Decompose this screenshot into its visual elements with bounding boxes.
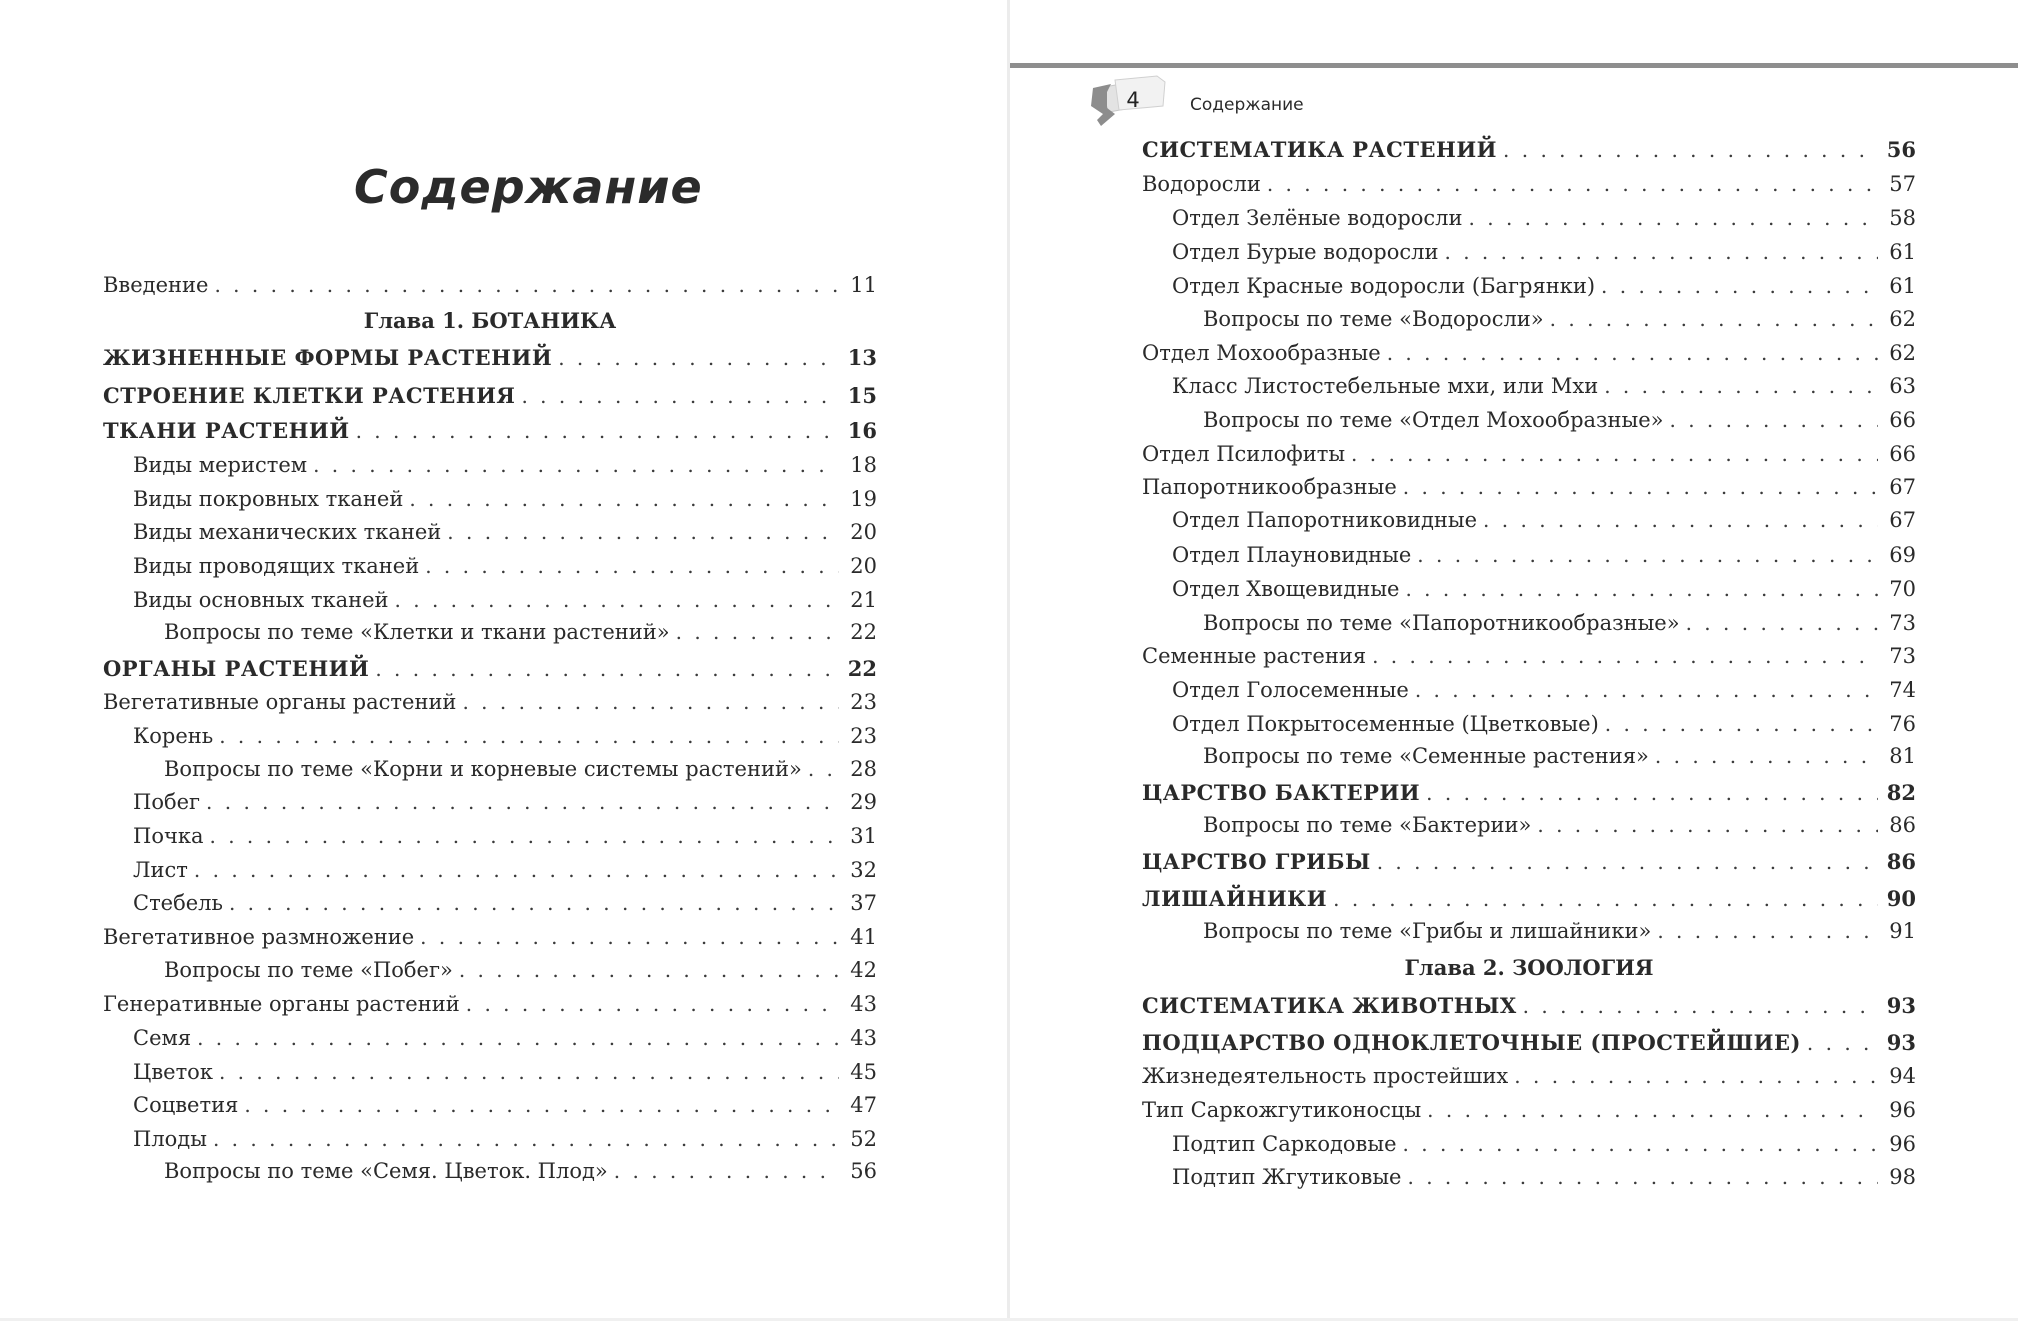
toc-page-number: 28 xyxy=(850,757,877,781)
chapter-heading: Глава 2. ЗООЛОГИЯ xyxy=(1404,955,1654,980)
toc-entry-title: ЛИШАЙНИКИ xyxy=(1142,886,1328,911)
toc-leader-dots xyxy=(244,1090,839,1120)
toc-entry-title: Виды меристем xyxy=(133,453,308,477)
toc-leader-dots xyxy=(1407,1162,1878,1192)
toc-leader-dots xyxy=(1415,675,1878,705)
toc-page-number: 94 xyxy=(1889,1064,1916,1088)
toc-page-number: 82 xyxy=(1886,780,1916,805)
toc-entry-title: Отдел Мохообразные xyxy=(1142,341,1381,365)
toc-page-number: 57 xyxy=(1889,172,1916,196)
running-head: Содержание xyxy=(1190,95,1304,115)
toc-entry xyxy=(103,654,877,684)
toc-leader-dots xyxy=(1807,1028,1878,1058)
toc-leader-dots xyxy=(808,754,839,784)
toc-entry xyxy=(1142,169,1916,199)
toc-entry-title: Побег xyxy=(133,790,201,814)
toc-entry-title: Отдел Красные водоросли (Багрянки) xyxy=(1172,274,1596,298)
toc-entry xyxy=(103,1023,877,1053)
toc-page-number: 20 xyxy=(850,554,877,578)
toc-entry-title: Вопросы по теме «Водоросли» xyxy=(1203,307,1544,331)
toc-entry xyxy=(103,754,877,784)
toc-entry xyxy=(1142,237,1916,267)
toc-page-number: 45 xyxy=(850,1060,877,1084)
toc-page-number: 67 xyxy=(1889,508,1916,532)
toc-leader-dots xyxy=(219,721,839,751)
toc-leader-dots xyxy=(425,551,839,581)
toc-entry-title: ПОДЦАРСТВО ОДНОКЛЕТОЧНЫЕ (ПРОСТЕЙШИЕ) xyxy=(1142,1030,1801,1055)
toc-entry-title: ТКАНИ РАСТЕНИЙ xyxy=(103,418,350,443)
toc-entry xyxy=(1142,1129,1916,1159)
toc-entry-title: Жизнедеятельность простейших xyxy=(1142,1064,1509,1088)
toc-entry xyxy=(103,922,877,952)
toc-entry xyxy=(103,343,877,373)
toc-leader-dots xyxy=(420,922,839,952)
toc-entry xyxy=(103,787,877,817)
toc-leader-dots xyxy=(614,1156,839,1186)
toc-leader-dots xyxy=(1444,237,1878,267)
toc-entry xyxy=(1142,778,1916,808)
toc-leader-dots xyxy=(1387,338,1878,368)
toc-entry-title: Лист xyxy=(133,858,188,882)
toc-entry xyxy=(1142,203,1916,233)
toc-leader-dots xyxy=(213,1124,839,1154)
toc-page-number: 47 xyxy=(850,1093,877,1117)
toc-entry xyxy=(103,416,877,446)
toc-entry xyxy=(103,585,877,615)
toc-leader-dots xyxy=(1351,439,1878,469)
toc-leader-dots xyxy=(1523,991,1878,1021)
header-rule xyxy=(1010,63,2018,68)
toc-leader-dots xyxy=(229,888,839,918)
toc-leader-dots xyxy=(1405,574,1878,604)
toc-leader-dots xyxy=(466,989,839,1019)
toc-page-number: 56 xyxy=(1886,137,1916,162)
toc-page-number: 66 xyxy=(1889,408,1916,432)
toc-entry xyxy=(1142,304,1916,334)
toc-entry-title: Семенные растения xyxy=(1142,644,1367,668)
toc-leader-dots xyxy=(1686,608,1878,638)
toc-entry-title: Виды механических тканей xyxy=(133,520,442,544)
toc-page-number: 16 xyxy=(847,418,877,443)
toc-page-number: 19 xyxy=(850,487,877,511)
toc-entry-title: ЖИЗНЕННЫЕ ФОРМЫ РАСТЕНИЙ xyxy=(103,345,553,370)
toc-entry-title: Семя xyxy=(133,1026,192,1050)
toc-page-number: 73 xyxy=(1889,644,1916,668)
toc-entry xyxy=(103,1057,877,1087)
toc-entry-title: Класс Листостебельные мхи, или Мхи xyxy=(1172,374,1599,398)
toc-entry-title: СИСТЕМАТИКА РАСТЕНИЙ xyxy=(1142,137,1498,162)
toc-entry-title: Вопросы по теме «Клетки и ткани растений» xyxy=(164,620,670,644)
toc-leader-dots xyxy=(1333,884,1878,914)
toc-entry-title: Подтип Саркодовые xyxy=(1172,1132,1397,1156)
toc-entry xyxy=(1142,135,1916,165)
toc-entry-title: Вопросы по теме «Папоротникообразные» xyxy=(1203,611,1680,635)
toc-page-number: 22 xyxy=(850,620,877,644)
toc-entry-title: Генеративные органы растений xyxy=(103,992,460,1016)
toc-page-number: 98 xyxy=(1889,1165,1916,1189)
toc-leader-dots xyxy=(1403,1129,1878,1159)
toc-leader-dots xyxy=(1267,169,1878,199)
toc-entry-title: Вопросы по теме «Семя. Цветок. Плод» xyxy=(164,1159,608,1183)
toc-entry-title: Плоды xyxy=(133,1127,207,1151)
toc-page-number: 67 xyxy=(1889,475,1916,499)
toc-entry xyxy=(1142,675,1916,705)
toc-page-number: 91 xyxy=(1889,919,1916,943)
toc-leader-dots xyxy=(1427,1095,1878,1125)
toc-entry-title: Вопросы по теме «Побег» xyxy=(164,958,453,982)
toc-entry xyxy=(1142,847,1916,877)
toc-page-number: 90 xyxy=(1886,886,1916,911)
toc-entry xyxy=(103,517,877,547)
toc-leader-dots xyxy=(1550,304,1878,334)
toc-page-number: 73 xyxy=(1889,611,1916,635)
toc-entry xyxy=(103,855,877,885)
toc-leader-dots xyxy=(409,484,839,514)
toc-entry-title: Отдел Папоротниковидные xyxy=(1172,508,1478,532)
toc-entry xyxy=(1142,991,1916,1021)
toc-entry-title: Отдел Хвощевидные xyxy=(1172,577,1400,601)
toc-entry xyxy=(103,1156,877,1186)
toc-page-number: 41 xyxy=(850,925,877,949)
toc-entry-title: Папоротникообразные xyxy=(1142,475,1397,499)
toc-entry-title: Водоросли xyxy=(1142,172,1261,196)
toc-entry-title: Отдел Голосеменные xyxy=(1172,678,1409,702)
toc-entry xyxy=(103,1090,877,1120)
toc-page-number: 21 xyxy=(850,588,877,612)
toc-page-number: 20 xyxy=(850,520,877,544)
toc-page-number: 61 xyxy=(1889,274,1916,298)
toc-entry-title: Почка xyxy=(133,824,204,848)
toc-leader-dots xyxy=(219,1057,839,1087)
toc-page-number: 13 xyxy=(847,345,877,370)
toc-entry-title: Отдел Псилофиты xyxy=(1142,442,1346,466)
toc-entry-title: Вопросы по теме «Отдел Мохообразные» xyxy=(1203,408,1664,432)
toc-page-number: 63 xyxy=(1889,374,1916,398)
toc-entry-title: ЦАРСТВО БАКТЕРИИ xyxy=(1142,780,1421,805)
toc-page-number: 58 xyxy=(1889,206,1916,230)
toc-leader-dots xyxy=(676,617,839,647)
toc-leader-dots xyxy=(1605,709,1878,739)
toc-entry xyxy=(1142,741,1916,771)
toc-entry-title: СИСТЕМАТИКА ЖИВОТНЫХ xyxy=(1142,993,1517,1018)
toc-page-number: 22 xyxy=(847,656,877,681)
toc-entry-title: Подтип Жгутиковые xyxy=(1172,1165,1402,1189)
toc-entry xyxy=(1142,338,1916,368)
toc-entry-title: СТРОЕНИЕ КЛЕТКИ РАСТЕНИЯ xyxy=(103,383,516,408)
toc-entry xyxy=(103,989,877,1019)
toc-entry xyxy=(1142,371,1916,401)
toc-entry xyxy=(1142,916,1916,946)
toc-leader-dots xyxy=(1604,371,1878,401)
toc-entry xyxy=(1142,1061,1916,1091)
toc-leader-dots xyxy=(1403,472,1878,502)
toc-leader-dots xyxy=(1537,810,1878,840)
toc-entry xyxy=(1142,709,1916,739)
toc-entry xyxy=(1142,1095,1916,1125)
toc-leader-dots xyxy=(375,654,839,684)
toc-entry-title: Стебель xyxy=(133,891,223,915)
toc-entry xyxy=(103,1124,877,1154)
toc-page-number: 93 xyxy=(1886,1030,1916,1055)
page-number: 4 xyxy=(1126,88,1140,112)
toc-page-number: 43 xyxy=(850,1026,877,1050)
toc-entry xyxy=(1142,884,1916,914)
toc-page-number: 56 xyxy=(850,1159,877,1183)
toc-entry-title: Отдел Бурые водоросли xyxy=(1172,240,1439,264)
toc-page-number: 11 xyxy=(850,273,877,297)
toc-entry-title: Вегетативные органы растений xyxy=(103,690,457,714)
page-title: Содержание xyxy=(354,160,703,214)
toc-leader-dots xyxy=(197,1023,839,1053)
toc-leader-dots xyxy=(1503,135,1878,165)
toc-page-number: 69 xyxy=(1889,543,1916,567)
toc-entry xyxy=(1142,405,1916,435)
toc-entry-title: ОРГАНЫ РАСТЕНИЙ xyxy=(103,656,370,681)
toc-page-number: 66 xyxy=(1889,442,1916,466)
toc-entry xyxy=(1142,608,1916,638)
toc-entry xyxy=(103,721,877,751)
toc-leader-dots xyxy=(214,270,839,300)
toc-leader-dots xyxy=(447,517,839,547)
toc-page-number: 76 xyxy=(1889,712,1916,736)
toc-entry xyxy=(1142,574,1916,604)
toc-page-number: 23 xyxy=(850,690,877,714)
toc-page-number: 62 xyxy=(1889,341,1916,365)
toc-leader-dots xyxy=(1469,203,1878,233)
toc-page-number: 93 xyxy=(1886,993,1916,1018)
toc-entry-title: Введение xyxy=(103,273,209,297)
toc-page-number: 86 xyxy=(1889,813,1916,837)
toc-entry xyxy=(1142,472,1916,502)
toc-leader-dots xyxy=(1483,505,1878,535)
toc-page-number: 29 xyxy=(850,790,877,814)
toc-leader-dots xyxy=(1657,916,1878,946)
toc-page-number: 61 xyxy=(1889,240,1916,264)
toc-leader-dots xyxy=(194,855,839,885)
toc-entry xyxy=(103,484,877,514)
toc-page-number: 96 xyxy=(1889,1132,1916,1156)
toc-leader-dots xyxy=(1377,847,1878,877)
toc-entry xyxy=(1142,505,1916,535)
toc-leader-dots xyxy=(210,821,840,851)
toc-leader-dots xyxy=(206,787,839,817)
toc-page-number: 70 xyxy=(1889,577,1916,601)
toc-page-number: 15 xyxy=(847,383,877,408)
toc-leader-dots xyxy=(459,955,839,985)
toc-entry xyxy=(103,381,877,411)
toc-leader-dots xyxy=(1372,641,1878,671)
toc-entry xyxy=(103,270,877,300)
toc-entry-title: Цветок xyxy=(133,1060,213,1084)
toc-entry xyxy=(1142,810,1916,840)
toc-leader-dots xyxy=(1601,271,1878,301)
toc-page-number: 52 xyxy=(850,1127,877,1151)
chapter-heading: Глава 1. БОТАНИКА xyxy=(363,308,617,333)
toc-entry-title: Виды основных тканей xyxy=(133,588,389,612)
toc-leader-dots xyxy=(1655,741,1878,771)
toc-entry-title: Виды покровных тканей xyxy=(133,487,404,511)
toc-leader-dots xyxy=(356,416,839,446)
toc-leader-dots xyxy=(1417,540,1878,570)
toc-entry-title: Вопросы по теме «Бактерии» xyxy=(1203,813,1532,837)
toc-leader-dots xyxy=(1669,405,1878,435)
toc-page-number: 23 xyxy=(850,724,877,748)
toc-entry-title: Виды проводящих тканей xyxy=(133,554,420,578)
toc-entry-title: ЦАРСТВО ГРИБЫ xyxy=(1142,849,1371,874)
toc-leader-dots xyxy=(558,343,839,373)
toc-page-number: 81 xyxy=(1889,744,1916,768)
toc-leader-dots xyxy=(395,585,839,615)
toc-leader-dots xyxy=(521,381,839,411)
toc-entry-title: Отдел Покрытосеменные (Цветковые) xyxy=(1172,712,1599,736)
toc-entry xyxy=(103,687,877,717)
toc-entry xyxy=(103,617,877,647)
toc-entry xyxy=(103,450,877,480)
toc-entry xyxy=(103,955,877,985)
toc-leader-dots xyxy=(313,450,839,480)
toc-entry-title: Вегетативное размножение xyxy=(103,925,415,949)
toc-page-number: 18 xyxy=(850,453,877,477)
toc-entry xyxy=(1142,439,1916,469)
toc-entry xyxy=(1142,540,1916,570)
toc-entry-title: Вопросы по теме «Грибы и лишайники» xyxy=(1203,919,1652,943)
toc-entry-title: Соцветия xyxy=(133,1093,239,1117)
toc-page-number: 62 xyxy=(1889,307,1916,331)
toc-page-number: 74 xyxy=(1889,678,1916,702)
toc-page-number: 32 xyxy=(850,858,877,882)
toc-entry-title: Вопросы по теме «Корни и корневые системы растений» xyxy=(164,757,802,781)
toc-entry xyxy=(103,821,877,851)
toc-entry-title: Вопросы по теме «Семенные растения» xyxy=(1203,744,1649,768)
toc-page-number: 31 xyxy=(850,824,877,848)
toc-entry-title: Тип Саркожгутиконосцы xyxy=(1142,1098,1422,1122)
toc-entry xyxy=(1142,1028,1916,1058)
toc-page-number: 86 xyxy=(1886,849,1916,874)
toc-entry xyxy=(103,551,877,581)
toc-page-number: 96 xyxy=(1889,1098,1916,1122)
toc-entry-title: Отдел Плауновидные xyxy=(1172,543,1412,567)
toc-entry-title: Корень xyxy=(133,724,214,748)
toc-page-number: 37 xyxy=(850,891,877,915)
toc-page-number: 43 xyxy=(850,992,877,1016)
toc-leader-dots xyxy=(1514,1061,1878,1091)
toc-leader-dots xyxy=(462,687,839,717)
toc-entry xyxy=(1142,1162,1916,1192)
toc-entry xyxy=(1142,271,1916,301)
toc-leader-dots xyxy=(1426,778,1878,808)
toc-entry xyxy=(103,888,877,918)
toc-page-number: 42 xyxy=(850,958,877,982)
toc-entry-title: Отдел Зелёные водоросли xyxy=(1172,206,1463,230)
toc-entry xyxy=(1142,641,1916,671)
